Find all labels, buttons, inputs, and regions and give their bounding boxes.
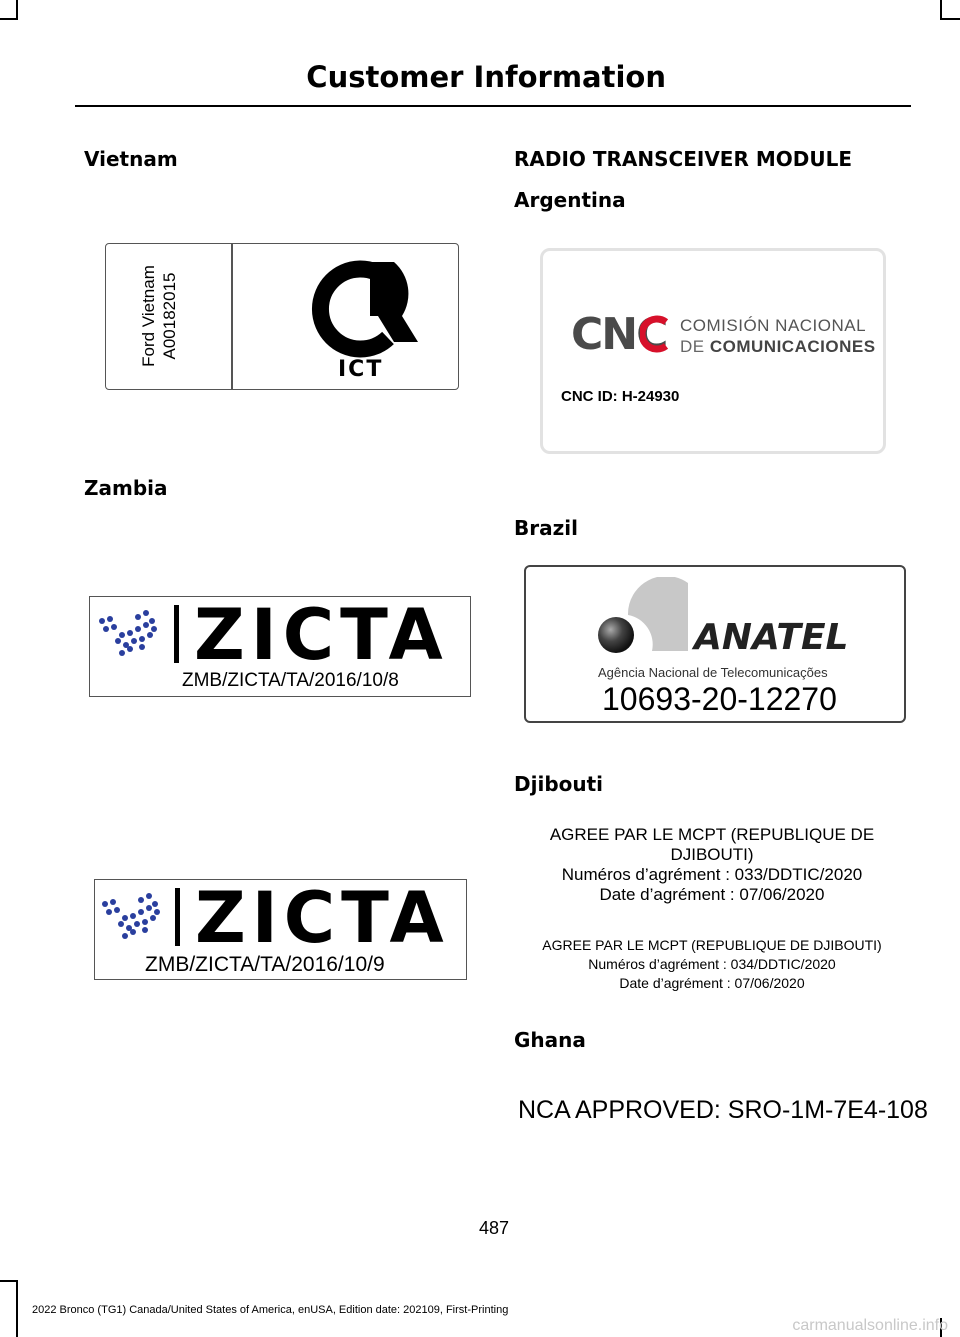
cnc-org-name: COMUNICACIONES <box>709 337 876 356</box>
zambia-map-icon <box>92 599 164 669</box>
edition-footer: 2022 Bronco (TG1) Canada/United States of America, enUSA, Edition date: 202109, First-Printing <box>32 1304 509 1316</box>
cnc-org-line2 <box>680 337 876 357</box>
djibouti-1-line-3: Date d’agrément : 07/06/2020 <box>599 885 825 904</box>
djibouti-approval-1 <box>512 825 912 905</box>
zicta-label-2 <box>94 879 467 980</box>
heading-vietnam: Vietnam <box>84 147 178 171</box>
heading-djibouti: Djibouti <box>514 772 604 796</box>
zambia-map-icon <box>95 882 167 952</box>
anatel-agency: Agência Nacional de Telecomunicações <box>598 665 828 680</box>
zicta-divider <box>174 605 179 663</box>
heading-ghana: Ghana <box>514 1028 586 1052</box>
cnc-org-prefix: DE <box>680 337 705 356</box>
djibouti-2-line-1: AGREE PAR LE MCPT (REPUBLIQUE DE DJIBOUTI) <box>542 937 882 953</box>
header-divider <box>75 105 911 107</box>
zicta-code-2: ZMB/ZICTA/TA/2016/10/9 <box>145 953 385 976</box>
section-heading: RADIO TRANSCEIVER MODULE <box>514 147 852 171</box>
djibouti-approval-2 <box>512 936 912 993</box>
heading-argentina: Argentina <box>514 188 626 212</box>
heading-brazil: Brazil <box>514 516 578 540</box>
crop-mark-bottom-left-h <box>0 1280 18 1282</box>
crop-mark-top-left <box>16 0 18 20</box>
page-title: Customer Information <box>306 60 666 94</box>
ghana-approval: NCA APPROVED: SRO-1M-7E4-108 <box>518 1096 928 1124</box>
crop-mark-bottom-left <box>16 1280 18 1337</box>
ict-logo-text: ICT <box>338 357 384 382</box>
cnc-red-c <box>640 314 670 354</box>
vietnam-label-text <box>138 251 198 381</box>
djibouti-2-line-3: Date d’agrément : 07/06/2020 <box>619 975 805 991</box>
anatel-brand: ANATEL <box>694 617 849 658</box>
heading-zambia: Zambia <box>84 476 168 500</box>
djibouti-1-line-2: Numéros d’agrément : 033/DDTIC/2020 <box>561 865 863 884</box>
vietnam-company: Ford Vietnam <box>139 265 158 367</box>
cnc-org-line1: COMISIÓN NACIONAL <box>680 316 867 335</box>
djibouti-1-line-1: AGREE PAR LE MCPT (REPUBLIQUE DE DJIBOUTI) <box>549 825 875 864</box>
crop-mark-top-left-h <box>0 18 18 20</box>
cnc-letters: CNC <box>571 309 667 360</box>
vietnam-label-divider <box>231 244 233 389</box>
zicta-label-1 <box>89 596 471 697</box>
vietnam-label <box>105 243 459 390</box>
zicta-wordmark: ZICTA <box>194 594 449 676</box>
crop-mark-top-right-h <box>940 18 960 20</box>
cnc-id: CNC ID: H-24930 <box>561 388 680 405</box>
page-number: 487 <box>478 1218 510 1238</box>
watermark: carmanualsonline.info <box>792 1317 948 1334</box>
vietnam-approval-number: A00182015 <box>160 272 179 360</box>
anatel-number: 10693-20-12270 <box>602 681 837 717</box>
cnc-label <box>540 248 886 454</box>
djibouti-2-line-2: Numéros d’agrément : 034/DDTIC/2020 <box>588 956 836 972</box>
zicta-wordmark: ZICTA <box>195 877 450 959</box>
crop-mark-top-right <box>940 0 942 20</box>
anatel-logo-icon <box>596 577 696 657</box>
zicta-code-1: ZMB/ZICTA/TA/2016/10/8 <box>182 670 399 691</box>
anatel-label <box>524 565 906 723</box>
zicta-divider <box>175 888 180 946</box>
